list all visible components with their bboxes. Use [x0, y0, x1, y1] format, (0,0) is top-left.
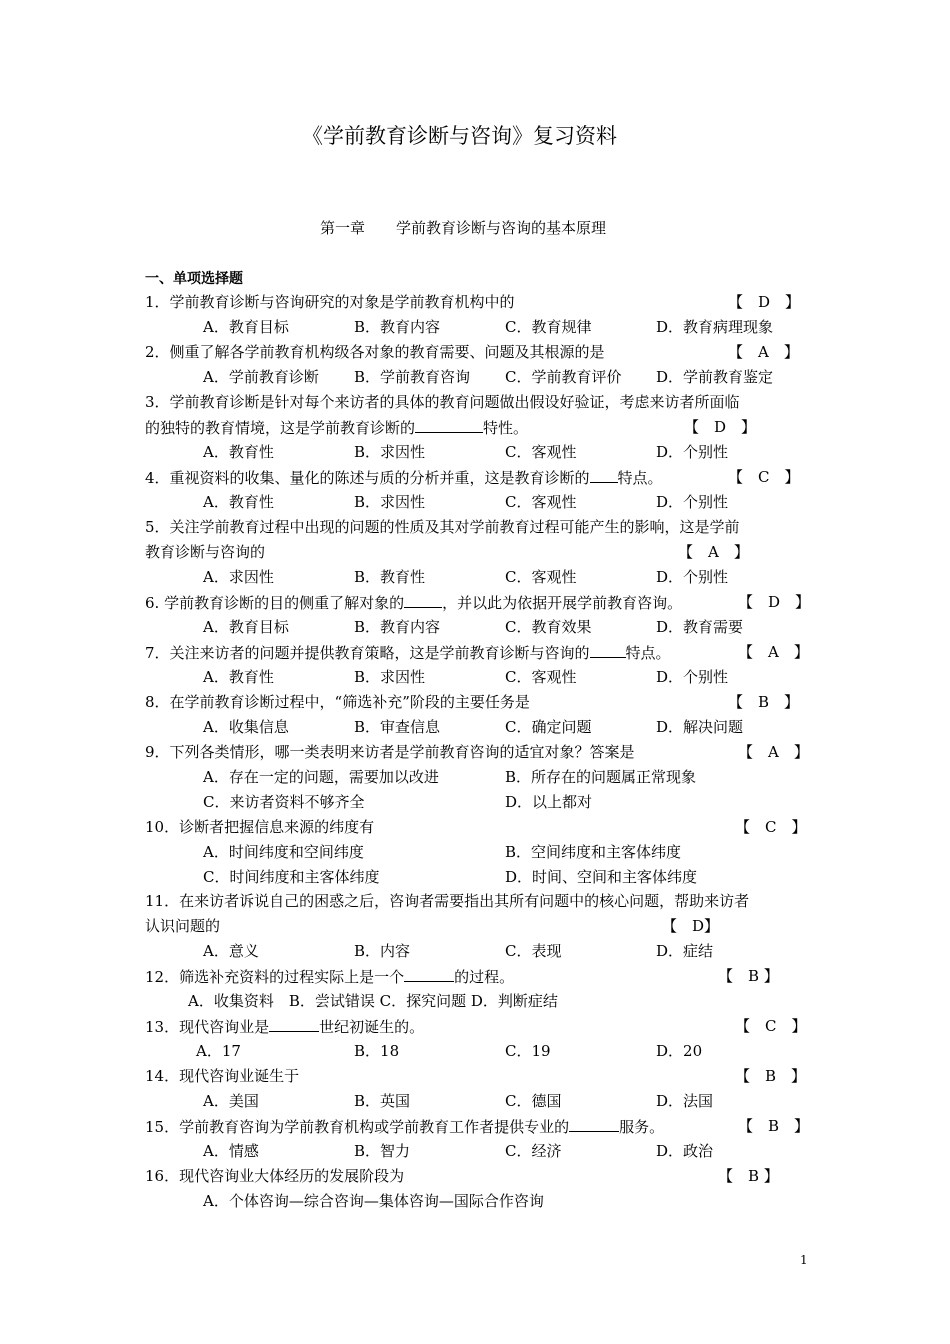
q15-option-c: C．经济 — [505, 1142, 562, 1160]
question-8-answer: 【 B 】 — [728, 693, 800, 711]
q1-option-b: B．教育内容 — [354, 318, 441, 336]
q1-option-a: A．教育目标 — [203, 318, 289, 336]
question-16-answer: 【 B 】 — [718, 1167, 779, 1185]
q13-option-a: A．17 — [196, 1042, 241, 1060]
q2-option-d: D．学前教育鉴定 — [656, 368, 774, 386]
question-3-stem-line1: 3．学前教育诊断是针对每个来访者的具体的教育问题做出假设好验证，考虑来访者所面临 — [145, 393, 740, 411]
q7-option-d: D．个别性 — [656, 668, 729, 686]
q13-option-d: D．20 — [656, 1042, 703, 1060]
q3-stem-prefix: 的独特的教育情境，这是学前教育诊断的 — [145, 419, 416, 437]
question-5-stem-line2: 教育诊断与咨询的 — [145, 543, 266, 561]
question-2-stem: 2．侧重了解各学前教育机构级各对象的教育需要、问题及其根源的是 — [145, 343, 605, 361]
q13-option-c: C．19 — [505, 1042, 551, 1060]
q7-option-a: A．教育性 — [203, 668, 274, 686]
q1-option-d: D．教育病理现象 — [656, 318, 774, 336]
q12-options: A．收集资料 B．尝试错误 C．探究问题 D．判断症结 — [188, 992, 558, 1010]
question-1-stem: 1．学前教育诊断与咨询研究的对象是学前教育机构中的 — [145, 293, 515, 311]
q10-option-b: B．空间纬度和主客体纬度 — [505, 843, 682, 861]
question-9-answer: 【 A 】 — [738, 743, 809, 761]
question-8-stem: 8．在学前教育诊断过程中，“筛选补充”阶段的主要任务是 — [145, 693, 530, 711]
q13-option-b: B．18 — [354, 1042, 400, 1060]
section-heading: 一、单项选择题 — [145, 271, 243, 287]
q6-option-a: A．教育目标 — [203, 618, 289, 636]
q11-option-c: C．表现 — [505, 942, 562, 960]
q13-stem-prefix: 13．现代咨询业是 — [145, 1018, 270, 1036]
q3-option-b: B．求因性 — [354, 443, 426, 461]
question-9-stem: 9．下列各类情形，哪一类表明来访者是学前教育咨询的适宜对象？答案是 — [145, 743, 635, 761]
question-6-answer: 【 D 】 — [738, 593, 811, 611]
q8-option-b: B．审查信息 — [354, 718, 441, 736]
question-3-stem-line2 — [145, 417, 528, 438]
q14-option-b: B．英国 — [354, 1092, 411, 1110]
q4-option-d: D．个别性 — [656, 493, 729, 511]
q6-option-d: D．教育需要 — [656, 618, 744, 636]
q5-option-b: B．教育性 — [354, 568, 426, 586]
question-11-answer: 【 D】 — [662, 917, 720, 935]
q15-stem-prefix: 15．学前教育咨询为学前教育机构或学前教育工作者提供专业的 — [145, 1118, 570, 1136]
q8-option-d: D．解决问题 — [656, 718, 744, 736]
q11-option-b: B．内容 — [354, 942, 411, 960]
question-13-answer: 【 C 】 — [735, 1017, 807, 1035]
question-4-answer: 【 C 】 — [728, 468, 800, 486]
question-5-answer: 【 A 】 — [678, 543, 749, 561]
q4-blank — [590, 467, 618, 483]
question-5-stem-line1: 5．关注学前教育过程中出现的问题的性质及其对学前教育过程可能产生的影响，这是学前 — [145, 518, 740, 536]
question-7-stem — [145, 642, 671, 663]
page-title: 《学前教育诊断与咨询》复习资料 — [302, 124, 617, 148]
q7-stem-suffix: 特点。 — [625, 644, 671, 662]
question-6-stem — [145, 592, 682, 613]
q9-option-d: D．以上都对 — [505, 793, 593, 811]
q2-option-b: B．学前教育咨询 — [354, 368, 471, 386]
question-3-answer: 【 D 】 — [684, 418, 757, 436]
q4-option-b: B．求因性 — [354, 493, 426, 511]
question-10-stem: 10．诊断者把握信息来源的纬度有 — [145, 818, 375, 836]
q2-option-a: A．学前教育诊断 — [203, 368, 319, 386]
q9-option-a: A．存在一定的问题，需要加以改进 — [203, 768, 439, 786]
q11-option-a: A．意义 — [203, 942, 259, 960]
q14-option-a: A．美国 — [203, 1092, 259, 1110]
question-4-stem — [145, 467, 663, 488]
q15-option-b: B．智力 — [354, 1142, 411, 1160]
q3-blank — [415, 417, 483, 433]
q10-option-d: D．时间、空间和主客体纬度 — [505, 868, 698, 886]
question-7-answer: 【 A 】 — [738, 643, 809, 661]
q7-option-c: C．客观性 — [505, 668, 577, 686]
q9-option-c: C．来访者资料不够齐全 — [203, 793, 365, 811]
q13-blank — [269, 1016, 319, 1032]
chapter-name: 学前教育诊断与咨询的基本原理 — [396, 219, 607, 237]
q7-blank — [590, 642, 626, 658]
q14-option-d: D．法国 — [656, 1092, 714, 1110]
q4-stem-prefix: 4．重视资料的收集、量化的陈述与质的分析并重，这是教育诊断的 — [145, 469, 590, 487]
q16-option-a: A．个体咨询—综合咨询—集体咨询—国际合作咨询 — [203, 1192, 544, 1210]
q4-option-a: A．教育性 — [203, 493, 274, 511]
q10-option-c: C．时间纬度和主客体纬度 — [203, 868, 380, 886]
q6-blank — [404, 592, 442, 608]
question-10-answer: 【 C 】 — [735, 818, 807, 836]
q8-option-c: C．确定问题 — [505, 718, 592, 736]
question-15-stem — [145, 1116, 664, 1137]
q14-option-c: C．德国 — [505, 1092, 562, 1110]
chapter-label: 第一章 — [320, 219, 366, 237]
question-2-answer: 【 A 】 — [728, 343, 799, 361]
q6-option-c: C．教育效果 — [505, 618, 592, 636]
q15-option-d: D．政治 — [656, 1142, 714, 1160]
q11-option-d: D．症结 — [656, 942, 714, 960]
q10-option-a: A．时间纬度和空间纬度 — [203, 843, 364, 861]
q6-stem-suffix: ，并以此为依据开展学前教育咨询。 — [442, 594, 683, 612]
question-14-answer: 【 B 】 — [735, 1067, 807, 1085]
q2-option-c: C．学前教育评价 — [505, 368, 622, 386]
q6-stem-prefix: 6. 学前教育诊断的目的侧重了解对象的 — [145, 594, 405, 612]
q4-stem-suffix: 特点。 — [617, 469, 663, 487]
q8-option-a: A．收集信息 — [203, 718, 289, 736]
question-13-stem — [145, 1016, 424, 1037]
q6-option-b: B．教育内容 — [354, 618, 441, 636]
q15-stem-suffix: 服务。 — [619, 1118, 665, 1136]
q3-stem-suffix: 特性。 — [483, 419, 529, 437]
q13-stem-suffix: 世纪初诞生的。 — [319, 1018, 425, 1036]
question-14-stem: 14．现代咨询业诞生于 — [145, 1067, 300, 1085]
question-1-answer: 【 D 】 — [728, 293, 801, 311]
q15-option-a: A．情感 — [203, 1142, 259, 1160]
question-16-stem: 16．现代咨询业大体经历的发展阶段为 — [145, 1167, 405, 1185]
q15-blank — [569, 1116, 619, 1132]
question-12-answer: 【 B 】 — [718, 967, 779, 985]
q5-option-d: D．个别性 — [656, 568, 729, 586]
q3-option-a: A．教育性 — [203, 443, 274, 461]
q9-option-b: B．所存在的问题属正常现象 — [505, 768, 697, 786]
q1-option-c: C．教育规律 — [505, 318, 592, 336]
q7-stem-prefix: 7．关注来访者的问题并提供教育策略，这是学前教育诊断与咨询的 — [145, 644, 590, 662]
q12-stem-suffix: 的过程。 — [454, 968, 515, 986]
question-15-answer: 【 B 】 — [738, 1117, 810, 1135]
page-number: 1 — [800, 1253, 808, 1267]
question-12-stem — [145, 966, 514, 987]
q5-option-c: C．客观性 — [505, 568, 577, 586]
question-11-stem-line2: 认识问题的 — [145, 917, 221, 935]
q3-option-c: C．客观性 — [505, 443, 577, 461]
q5-option-a: A．求因性 — [203, 568, 274, 586]
q4-option-c: C．客观性 — [505, 493, 577, 511]
q12-blank — [404, 966, 454, 982]
question-11-stem-line1: 11．在来访者诉说自己的困惑之后，咨询者需要指出其所有问题中的核心问题，帮助来访者 — [145, 892, 750, 910]
q7-option-b: B．求因性 — [354, 668, 426, 686]
q3-option-d: D．个别性 — [656, 443, 729, 461]
q12-stem-prefix: 12．筛选补充资料的过程实际上是一个 — [145, 968, 405, 986]
